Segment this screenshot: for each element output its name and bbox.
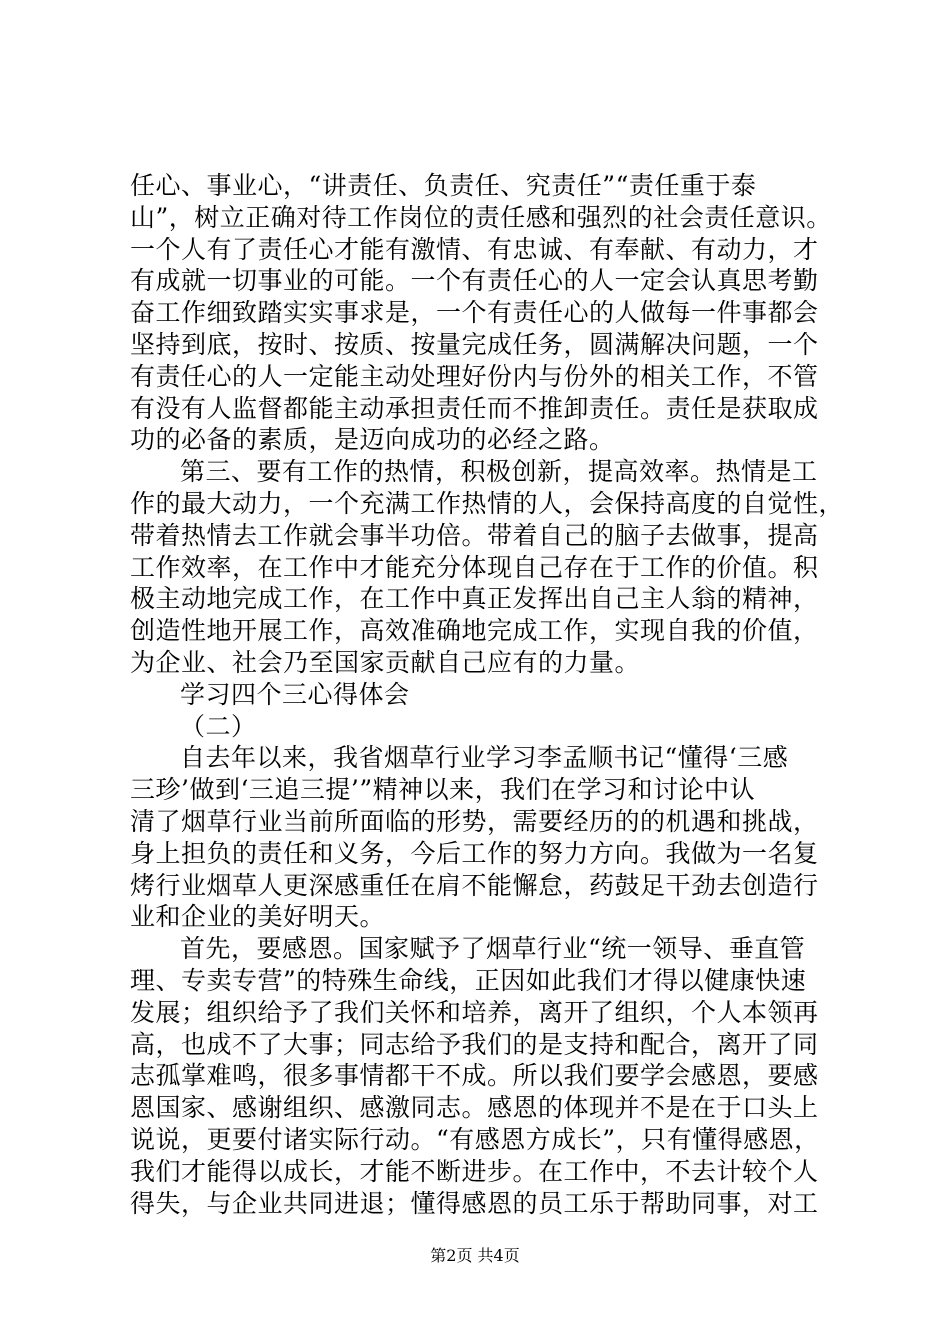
text-line: 自去年以来，我省烟草行业学习李孟顺书记“懂得‘三感: [180, 743, 789, 773]
text-line: 理、专卖专营”的特殊生命线，正因如此我们才得以健康快速: [130, 965, 807, 995]
text-line: 有成就一切事业的可能。一个有责任心的人一定会认真思考勤: [130, 266, 819, 296]
page-footer: [0, 1246, 950, 1266]
text-line: 作的最大动力，一个充满工作热情的人，会保持高度的自觉性，: [130, 488, 845, 518]
text-line: 业和企业的美好明天。: [130, 902, 386, 932]
text-line: 极主动地完成工作，在工作中真正发挥出自己主人翁的精神，: [130, 584, 819, 614]
text-line: 有责任心的人一定能主动处理好份内与份外的相关工作，不管: [130, 361, 819, 391]
text-line: 任心、事业心，“讲责任、负责任、究责任”“责任重于泰: [130, 171, 757, 200]
text-line: 学习四个三心得体会: [180, 679, 410, 709]
text-line: 首先，要感恩。国家赋予了烟草行业“统一领导、垂直管: [180, 934, 806, 964]
text-line: 第三、要有工作的热情，积极创新，提高效率。热情是工: [180, 457, 818, 487]
text-line: 奋工作细致踏实实事求是，一个有责任心的人做每一件事都会: [130, 298, 819, 328]
text-line: 清了烟草行业当前所面临的形势，需要经历的的机遇和挑战，: [130, 806, 819, 836]
text-line: 发展；组织给予了我们关怀和培养，离开了组织，个人本领再: [130, 997, 819, 1027]
text-line: 坚持到底，按时、按质、按量完成任务，圆满解决问题，一个: [130, 329, 819, 359]
text-line: 有没有人监督都能主动承担责任而不推卸责任。责任是获取成: [130, 393, 819, 423]
text-line: 功的必备的素质，是迈向成功的必经之路。: [130, 425, 615, 455]
document-body: [130, 170, 845, 1219]
text-line: 一个人有了责任心才能有激情、有忠诚、有奉献、有动力，才: [130, 234, 819, 264]
text-line: 为企业、社会乃至国家贡献自己应有的力量。: [130, 647, 641, 677]
page-number: 第2页 共4页: [430, 1246, 520, 1265]
text-line: 恩国家、感谢组织、感激同志。感恩的体现并不是在于口头上: [130, 1093, 819, 1123]
text-line: 我们才能得以成长，才能不断进步。在工作中，不去计较个人: [130, 1156, 819, 1186]
text-line: 工作效率，在工作中才能充分体现自己存在于工作的价值。积: [130, 552, 819, 582]
text-line: 志孤掌难鸣，很多事情都干不成。所以我们要学会感恩，要感: [130, 1061, 819, 1091]
text-line: 带着热情去工作就会事半功倍。带着自己的脑子去做事，提高: [130, 520, 819, 550]
text-line: 创造性地开展工作，高效准确地完成工作，实现自我的价值，: [130, 616, 819, 646]
text-line: 烤行业烟草人更深感重任在肩不能懈怠，药鼓足干劲去创造行: [130, 870, 819, 900]
text-line: （二）: [180, 711, 257, 741]
text-line: 山”，树立正确对待工作岗位的责任感和强烈的社会责任意识。: [130, 202, 832, 232]
text-line: 身上担负的责任和义务，今后工作的努力方向。我做为一名复: [130, 838, 819, 868]
text-line: 说说，更要付诸实际行动。“有感恩方成长”，只有懂得感恩，: [130, 1124, 820, 1154]
text-line: 得失，与企业共同进退；懂得感恩的员工乐于帮助同事，对工: [130, 1188, 819, 1218]
text-line: 高，也成不了大事；同志给予我们的是支持和配合，离开了同: [130, 1029, 819, 1059]
text-line: 三珍’做到‘三追三提’”精神以来，我们在学习和讨论中认: [130, 775, 756, 805]
